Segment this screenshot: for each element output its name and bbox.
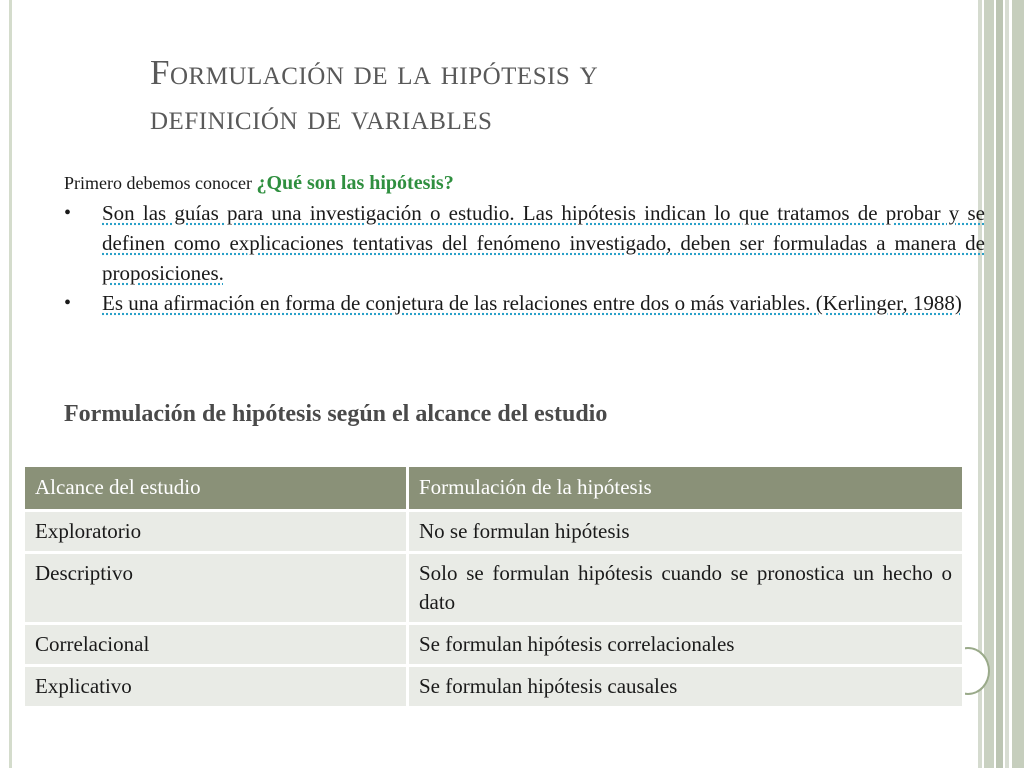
right-stripe-decoration xyxy=(996,0,1003,768)
bullet-text: Es una afirmación en forma de conjetura de las relaciones entre dos o más variables. (Kerlinger, 1988) xyxy=(102,291,962,315)
table-header-cell: Formulación de la hipótesis xyxy=(408,466,964,511)
scope-table xyxy=(22,464,965,709)
right-stripe-decoration xyxy=(1012,0,1024,768)
table-row xyxy=(24,624,964,666)
bullet-text: Son las guías para una investigación o estudio. Las hipótesis indican lo que tratamos de probar y se definen como explicaciones tentativas del fenómeno investigado, deben ser formuladas a manera de proposiciones. xyxy=(102,201,985,285)
section-subheading: Formulación de hipótesis según el alcance del estudio xyxy=(64,401,608,427)
table-row xyxy=(24,511,964,553)
table-cell-formulation: Solo se formulan hipótesis cuando se pronostica un hecho o dato xyxy=(408,553,964,624)
table-cell-formulation: Se formulan hipótesis correlacionales xyxy=(408,624,964,666)
table-row xyxy=(24,553,964,624)
table-cell-scope: Descriptivo xyxy=(24,553,408,624)
table-header-cell: Alcance del estudio xyxy=(24,466,408,511)
table-cell-scope: Correlacional xyxy=(24,624,408,666)
bullet-item xyxy=(64,198,985,288)
bullet-symbol: • xyxy=(64,292,72,314)
table-row xyxy=(24,666,964,708)
table-cell-formulation: Se formulan hipótesis causales xyxy=(408,666,964,708)
right-stripe-decoration xyxy=(1005,0,1009,768)
intro-line xyxy=(64,168,984,198)
bullet-list xyxy=(64,198,985,318)
slide-title-line2: definición de variables xyxy=(150,98,493,137)
intro-question: ¿Qué son las hipótesis? xyxy=(256,172,454,194)
slide-title-line1: Formulación de la hipótesis y xyxy=(150,53,599,92)
bullet-item xyxy=(64,288,985,318)
bullet-symbol: • xyxy=(64,202,72,224)
table-cell-scope: Explicativo xyxy=(24,666,408,708)
right-stripe-decoration xyxy=(984,0,994,768)
table-header-row xyxy=(24,466,964,511)
table-cell-scope: Exploratorio xyxy=(24,511,408,553)
left-border-decoration xyxy=(0,0,12,768)
slide-title xyxy=(150,50,950,140)
table-cell-formulation: No se formulan hipótesis xyxy=(408,511,964,553)
intro-prefix: Primero debemos conocer xyxy=(64,173,257,193)
